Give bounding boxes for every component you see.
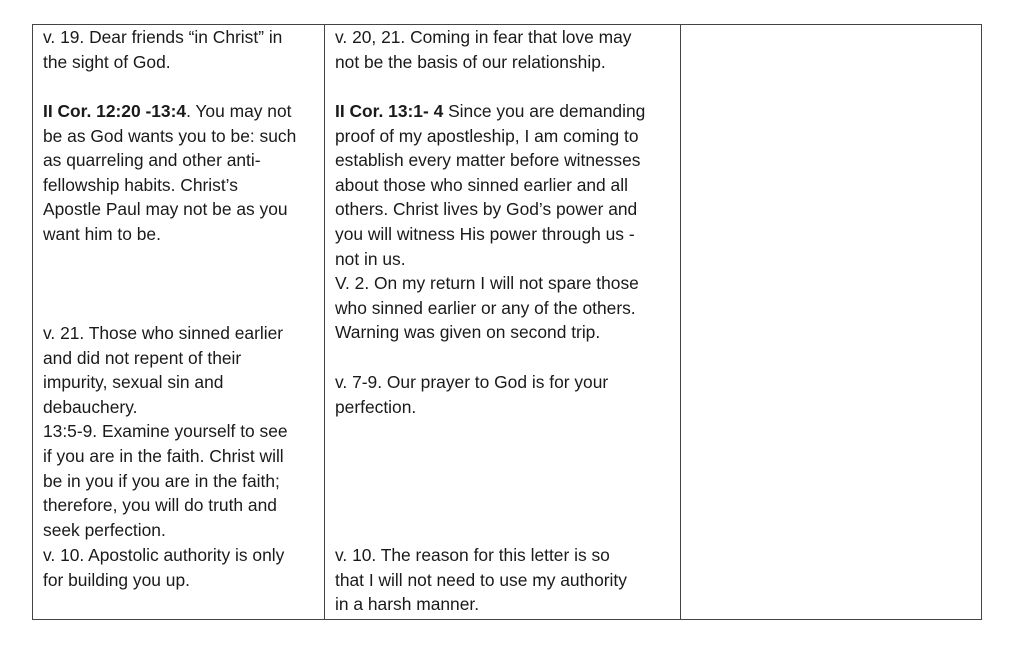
middle-v7-9-text: v. 7-9. Our prayer to God is for your perfection.: [335, 372, 609, 417]
left-v19-text: v. 19. Dear friends “in Christ” in the sight of God.: [43, 27, 283, 72]
left-cor-reference: II Cor. 12:20 -13:4: [43, 101, 187, 121]
middle-cor-reference: II Cor. 13:1- 4: [335, 101, 444, 121]
middle-v20-21-text: v. 20, 21. Coming in fear that love may not be the basis of our relationship.: [335, 27, 632, 72]
left-column-cell: [33, 25, 325, 619]
middle-cor-paragraph: [335, 99, 675, 345]
left-v21-text: v. 21. Those who sinned earlier and did not repent of their impurity, sexual sin and debauchery. 13:5-9. Examine yourself to see if you are in the faith. Christ will be in you if you are in the faith; therefore, you will do truth and seek perfection.: [43, 323, 288, 540]
left-cor-text: . You may not be as God wants you to be: such as quarreling and other anti- fellowship habits. Christ’s Apostle Paul may not be as you want him to be.: [43, 101, 297, 244]
right-column-cell: [681, 25, 981, 619]
left-cor-paragraph: [43, 99, 319, 247]
middle-v10-text: v. 10. The reason for this letter is so that I will not need to use my authority in a harsh manner.: [335, 545, 627, 615]
notes-table: [32, 24, 982, 620]
middle-column-cell: [325, 25, 681, 619]
middle-cor-text: Since you are demanding proof of my apostleship, I am coming to establish every matter before witnesses about those who sinned earlier and all others. Christ lives by God’s power and you will witness His power through us - not in us. V. 2. On my return I will not spare those who sinned earlier or any of the others. Warning was given on second trip.: [335, 101, 646, 343]
left-v10-text: v. 10. Apostolic authority is only for building you up.: [43, 545, 285, 590]
